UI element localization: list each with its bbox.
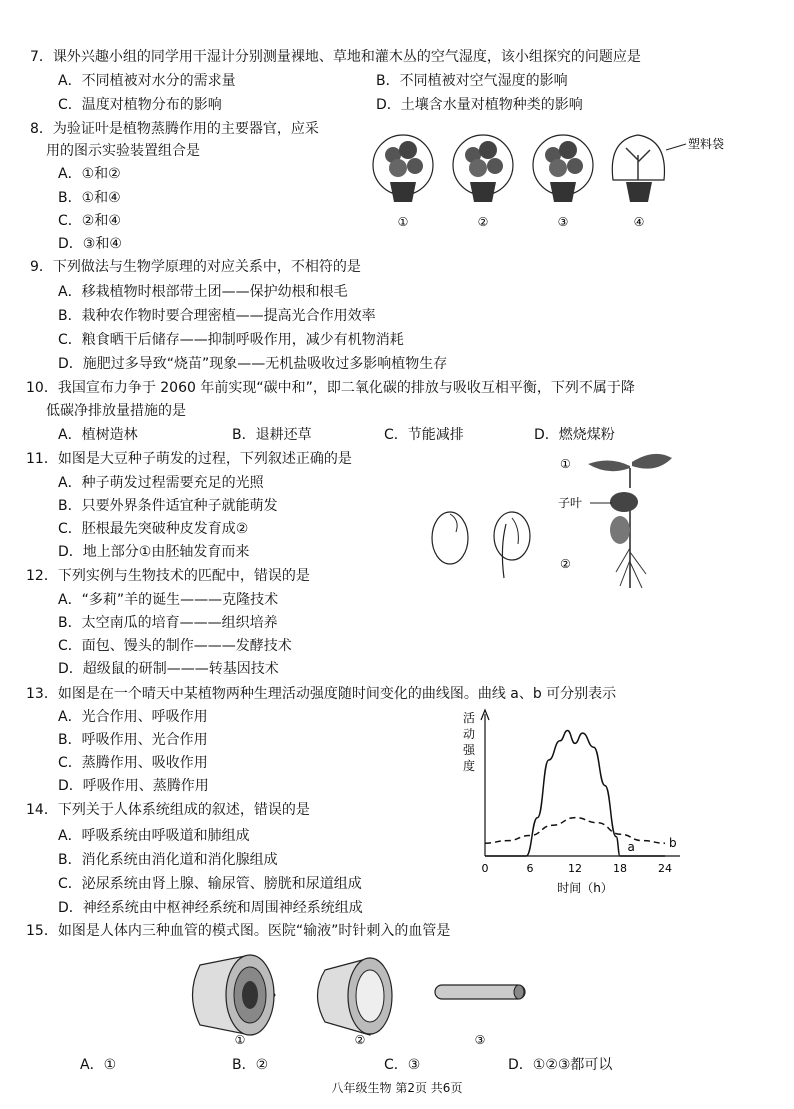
q15-option-c: C．③: [384, 1057, 421, 1073]
q10-stem-line2: 低碳净排放量措施的是: [46, 403, 186, 419]
q14-option-d: D．神经系统由中枢神经系统和周围神经系统组成: [58, 900, 363, 916]
vessel-3-capillary: [435, 985, 525, 999]
y-axis-label-char-3: 强: [463, 743, 476, 757]
q10-option-d: D．燃烧煤粉: [534, 427, 615, 443]
x-tick-18: 18: [613, 862, 627, 875]
q15-figure-vessels: [180, 940, 540, 1050]
q12-option-c: C．面包、馒头的制作———发酵技术: [58, 638, 292, 654]
q15-option-d: D．①②③都可以: [508, 1057, 613, 1073]
q7-stem: 7．课外兴趣小组的同学用干湿计分别测量裸地、草地和灌木丛的空气湿度，该小组探究的问题应是: [30, 49, 641, 65]
series-a-line: [485, 731, 665, 856]
seed-stage-1: [432, 512, 468, 564]
series-b-line: [485, 818, 665, 844]
y-axis-label-char-2: 动: [463, 727, 476, 741]
q12-option-b: B．太空南瓜的培育———组织培养: [58, 615, 278, 631]
x-tick-24: 24: [658, 862, 672, 875]
q14-option-b: B．消化系统由消化道和消化腺组成: [58, 852, 278, 868]
x-tick-6: 6: [526, 862, 534, 875]
q15-option-b: B．②: [232, 1057, 269, 1073]
q15-option-a: A．①: [80, 1057, 117, 1073]
q11-option-a: A．种子萌发过程需要充足的光照: [58, 475, 264, 491]
q8-fig-label-3: ③: [557, 215, 569, 229]
page-footer: 八年级生物 第2页 共6页: [331, 1081, 463, 1095]
seedling-stage-3: [588, 454, 672, 588]
q10-option-c: C．节能减排: [384, 427, 464, 443]
q12-option-a: A．“多莉”羊的诞生———克隆技术: [58, 592, 279, 608]
seed-stage-2: [494, 512, 530, 578]
q15-fig-label-3: ③: [474, 1033, 486, 1047]
q13-option-b: B．呼吸作用、光合作用: [58, 732, 208, 748]
q8-option-b: B．①和④: [58, 190, 121, 206]
q11-option-d: D．地上部分①由胚轴发育而来: [58, 544, 250, 560]
q13-option-d: D．呼吸作用、蒸腾作用: [58, 778, 209, 794]
x-tick-12: 12: [568, 862, 582, 875]
q13-option-c: C．蒸腾作用、吸收作用: [58, 755, 208, 771]
q11-cotyledon-label: 子叶: [558, 496, 583, 510]
vessel-2-vein: [318, 958, 393, 1035]
q11-stem: 11．如图是大豆种子萌发的过程，下列叙述正确的是: [26, 451, 352, 467]
q9-option-a: A．移栽植物时根部带土团——保护幼根和根毛: [58, 284, 348, 300]
y-axis-label-char-4: 度: [463, 759, 476, 773]
plant-1: [373, 135, 433, 202]
q11-label-2: ②: [560, 557, 571, 571]
y-axis-label-char-1: 活: [463, 711, 476, 725]
q12-option-d: D．超级鼠的研制———转基因技术: [58, 661, 279, 677]
q14-option-c: C．泌尿系统由肾上腺、输尿管、膀胱和尿道组成: [58, 876, 362, 892]
q11-option-b: B．只要外界条件适宜种子就能萌发: [58, 498, 278, 514]
q15-stem: 15．如图是人体内三种血管的模式图。医院“输液”时针刺入的血管是: [26, 923, 451, 939]
plant-2: [453, 135, 513, 202]
q9-option-c: C．粮食晒干后储存——抑制呼吸作用，减少有机物消耗: [58, 332, 404, 348]
series-a-label: a: [627, 839, 635, 854]
q8-option-c: C．②和④: [58, 213, 121, 229]
q7-option-b: B．不同植被对空气湿度的影响: [376, 73, 568, 89]
q8-fig-label-2: ②: [477, 215, 489, 229]
q9-option-b: B．栽种农作物时要合理密植——提高光合作用效率: [58, 308, 376, 324]
q7-option-a: A．不同植被对水分的需求量: [58, 73, 236, 89]
q8-option-d: D．③和④: [58, 236, 122, 252]
q13-stem: 13．如图是在一个晴天中某植物两种生理活动强度随时间变化的曲线图。曲线 a、b 可分别表示: [26, 686, 617, 702]
series-b-label: b: [669, 836, 677, 851]
q11-label-1: ①: [560, 457, 571, 471]
q8-fig-label-1: ①: [397, 215, 409, 229]
q10-option-b: B．退耕还草: [232, 427, 312, 443]
q11-option-c: C．胚根最先突破种皮发育成②: [58, 521, 249, 537]
q11-figure-seed-germination: [420, 448, 690, 590]
q8-bag-label: 塑料袋: [688, 137, 725, 151]
q10-option-a: A．植树造林: [58, 427, 138, 443]
q8-stem-line1: 8．为验证叶是植物蒸腾作用的主要器官，应采: [30, 121, 319, 137]
q7-option-c: C．温度对植物分布的影响: [58, 97, 222, 113]
plant-3: [533, 135, 593, 202]
q8-figure-plants: [368, 120, 725, 235]
q8-option-a: A．①和②: [58, 166, 121, 182]
q14-option-a: A．呼吸系统由呼吸道和肺组成: [58, 828, 250, 844]
q9-option-d: D．施肥过多导致“烧苗”现象——无机盐吸收过多影响植物生存: [58, 356, 448, 372]
q13-option-a: A．光合作用、呼吸作用: [58, 709, 208, 725]
vessel-1-artery: [193, 955, 276, 1035]
q8-stem-line2: 用的图示实验装置组合是: [46, 143, 200, 159]
x-tick-0: 0: [481, 862, 489, 875]
x-axis-label: 时间（h）: [557, 881, 613, 895]
q15-fig-label-1: ①: [234, 1033, 246, 1047]
q10-stem-line1: 10．我国宣布力争于 2060 年前实现“碳中和”，即二氧化碳的排放与吸收互相平衡，下列不属于降: [26, 380, 635, 396]
q9-stem: 9．下列做法与生物学原理的对应关系中，不相符的是: [30, 259, 361, 275]
q15-fig-label-2: ②: [354, 1033, 366, 1047]
q12-stem: 12．下列实例与生物技术的匹配中，错误的是: [26, 568, 310, 584]
q8-fig-label-4: ④: [633, 215, 645, 229]
q7-option-d: D．土壤含水量对植物种类的影响: [376, 97, 583, 113]
activity-chart: [455, 706, 690, 898]
plant-4: [612, 135, 686, 202]
q14-stem: 14．下列关于人体系统组成的叙述，错误的是: [26, 802, 310, 818]
